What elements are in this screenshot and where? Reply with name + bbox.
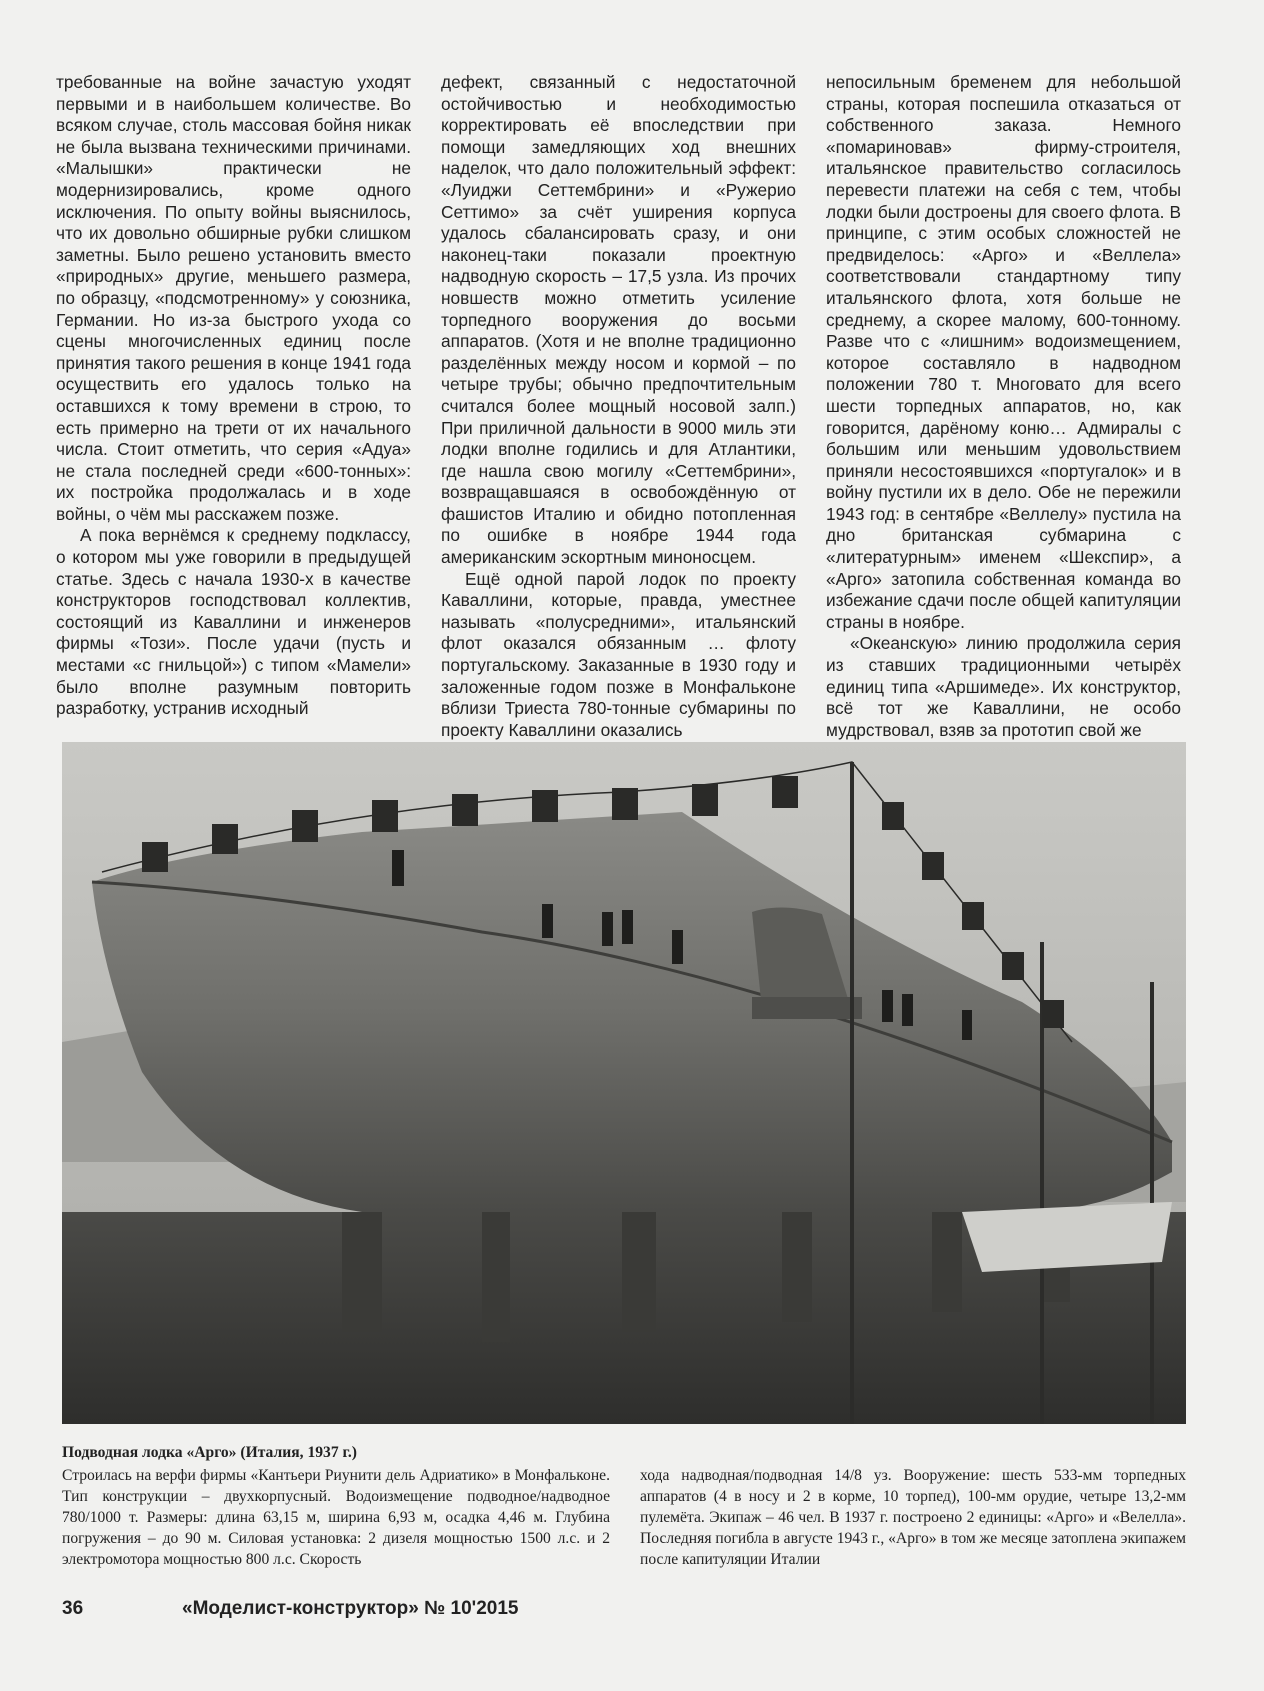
paragraph: Ещё одной парой лодок по проекту Каваллини, которые, правда, уместнее называть «полусредними», итальянский флот оказался обязанным … флоту португальскому. Заказанные в 1930 году и заложенные годом позже в Монфальконе вблизи Триеста 780-тонные субмарины по проекту Каваллини оказались bbox=[441, 568, 796, 740]
photo-caption-title: Подводная лодка «Арго» (Италия, 1937 г.) bbox=[62, 1444, 357, 1461]
text-column-2 bbox=[441, 72, 796, 741]
paragraph: требованные на войне зачастую уходят первыми и в наибольшем количестве. Во всяком случае, столь массовая бойня никак не была вызвана техническими причинами. «Малышки» практически не модернизировались, кроме одного исключения. По опыту войны выяснилось, что их довольно обширные рубки слишком заметны. Было решено установить вместо «природных» другие, меньшего размера, по образцу, «подсмотренному» у союзника, Германии. Но из-за быстрого ухода со сцены многочисленных единиц после принятия такого решения в конце 1941 года осуществить его удалось только на оставшихся к тому времени в строю, то есть примерно на трети от их начального числа. Стоит отметить, что серия «Адуа» не стала последней среди «600-тонных»: их постройка продолжалась и в ходе войны, о чём мы расскажем позже. bbox=[56, 72, 411, 524]
paragraph: дефект, связанный с недостаточной остойчивостью и необходимостью корректировать её впоследствии при помощи замедляющих ход внешних наделок, что дало положительный эффект: «Луиджи Сеттембрини» и «Ружерио Сеттимо» за счёт уширения корпуса удалось сбалансировать сразу, и они наконец-таки показали проектную надводную скорость – 17,5 узла. Из прочих новшеств можно отметить усиление торпедного вооружения до восьми аппаратов. (Хотя и не вполне традиционно разделённых между носом и кормой – по четыре трубы; обычно предпочтительным считался более мощный носовой залп.) При приличной дальности в 9000 миль эти лодки вполне годились и для Атлантики, где нашла свою могилу «Сеттембрини», возвращавшаяся в освобождённую от фашистов Италию и обидно потопленная по ошибке в ноябре 1944 года американским эскортным миноносцем. bbox=[441, 72, 796, 568]
paragraph: «Океанскую» линию продолжила серия из ставших традиционными четырёх единиц типа «Аршимеде». Их конструктор, всё тот же Каваллини, не особо мудрствовал, взяв за прототип свой же bbox=[826, 633, 1181, 740]
photo-caption-right: хода надводная/подводная 14/8 уз. Вооружение: шесть 533-мм торпедных аппаратов (4 в носу и 2 в корме, 10 торпед), 100-мм орудие, четыре 13,2-мм пулемёта. Экипаж – 46 чел. В 1937 г. построено 2 единицы: «Арго» и «Велелла». Последняя погибла в августе 1943 г., «Арго» в том же месяце затоплена экипажем после капитуляции Италии bbox=[640, 1467, 1186, 1568]
text-column-1 bbox=[56, 72, 411, 720]
paragraph: непосильным бременем для небольшой страны, которая поспешила отказаться от собственного заказа. Немного «помариновав» фирму-строителя, итальянское правительство согласилось перевести платежи на себя с тем, чтобы лодки были достроены для своего флота. В принципе, с этим особых сложностей не предвиделось: «Арго» и «Веллела» соответствовали стандартному типу итальянского флота, хотя больше не среднему, а скорее малому, 600-тонному. Разве что с «лишним» водоизмещением, которое составляло в надводном положении 780 т. Многовато для всего шести торпедных аппаратов, но, как говорится, дарёному коню… Адмиралы с большим или меньшим удовольствием приняли несостоявшихся «португалок» и в войну пустили их в дело. Обе не пережили 1943 год: в сентябре «Веллелу» пустила на дно британская субмарина с «литературным» именем «Шекспир», а «Арго» затопила собственная команда во избежание сдачи после общей капитуляции страны в ноябре. bbox=[826, 72, 1181, 632]
photo-caption-left: Строилась на верфи фирмы «Кантьери Риунити дель Адриатико» в Монфальконе. Тип конструкции – двухкорпусный. Водоизмещение подводное/надводное 780/1000 т. Размеры: длина 63,15 м, ширина 6,93 м, осадка 4,46 м. Глубина погружения – до 90 м. Силовая установка: 2 дизеля мощностью 1500 л.с. и 2 электромотора мощностью 800 л.с. Скорость bbox=[62, 1467, 610, 1568]
journal-title: «Моделист-конструктор» № 10'2015 bbox=[182, 1598, 519, 1619]
text-column-3 bbox=[826, 72, 1181, 741]
submarine-photo bbox=[62, 742, 1186, 1424]
page-number: 36 bbox=[62, 1598, 84, 1619]
paragraph: А пока вернёмся к среднему подклассу, о котором мы уже говорили в предыдущей статье. Здесь с начала 1930-х в качестве конструкторов господствовал коллектив, состоящий из Каваллини и инженеров фирмы «Този». После удачи (пусть и местами «с гнильцой») с типом «Мамели» было вполне разумным повторить разработку, устранив исходный bbox=[56, 525, 411, 719]
